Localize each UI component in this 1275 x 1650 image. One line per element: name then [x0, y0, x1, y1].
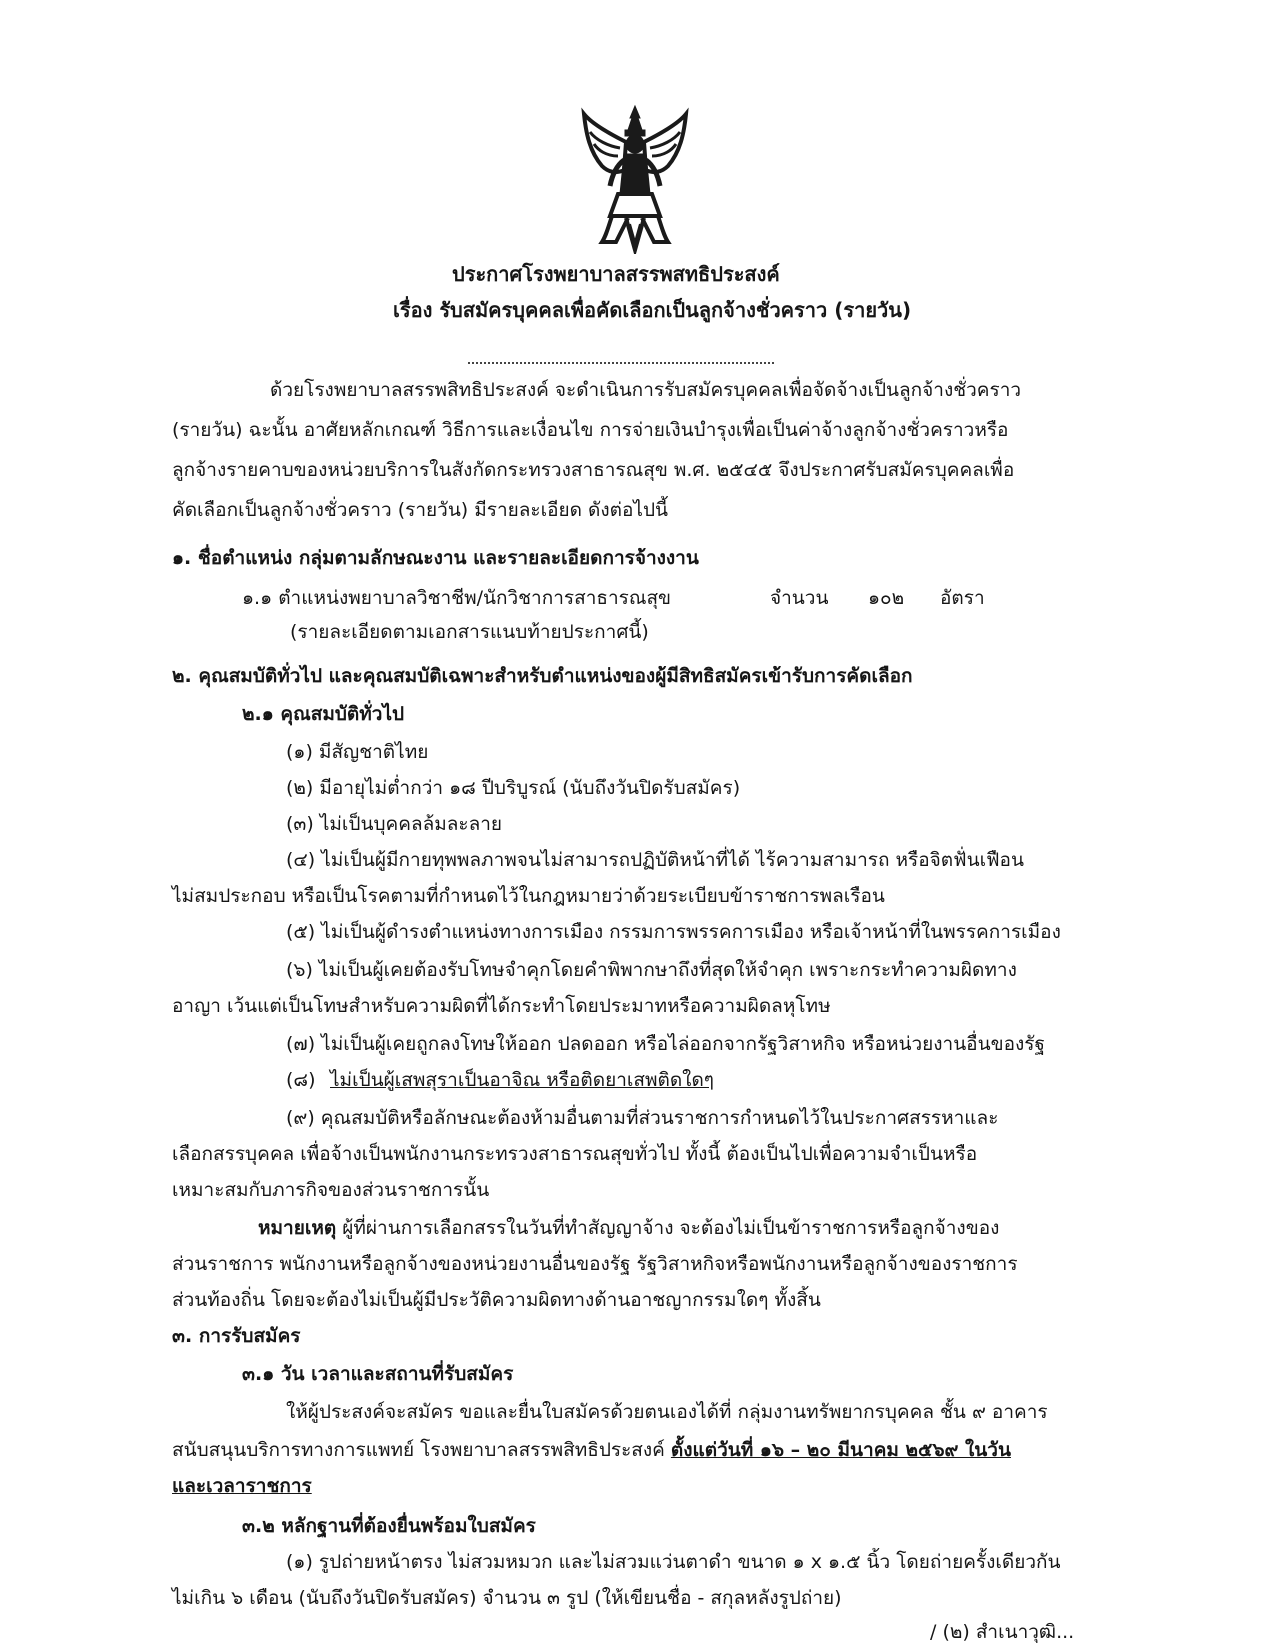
section-3-1-heading: ๓.๑ วัน เวลาและสถานที่รับสมัคร — [242, 1363, 514, 1385]
title-divider — [468, 362, 774, 364]
intro-line: ด้วยโรงพยาบาลสรรพสิทธิประสงค์ จะดำเนินการรับสมัครบุคคลเพื่อจัดจ้างเป็นลูกจ้างชั่วคราว — [270, 379, 1022, 401]
remark-line: ส่วนท้องถิ่น โดยจะต้องไม่เป็นผู้มีประวัติความผิดทางด้านอาชญากรรมใดๆ ทั้งสิ้น — [172, 1289, 821, 1311]
remark-text: ผู้ที่ผ่านการเลือกสรรในวันที่ทำสัญญาจ้าง จะต้องไม่เป็นข้าราชการหรือลูกจ้างของ — [336, 1217, 1000, 1239]
position-label: ๑.๑ ตำแหน่งพยาบาลวิชาชีพ/นักวิชาการสาธารณสุข — [242, 587, 672, 609]
qualification-item-number: (๘) — [286, 1069, 316, 1091]
position-note: (รายละเอียดตามเอกสารแนบท้ายประกาศนี้) — [290, 621, 649, 643]
qualification-item: (๕) ไม่เป็นผู้ดำรงตำแหน่งทางการเมือง กรรมการพรรคการเมือง หรือเจ้าหน้าที่ในพรรคการเมือง — [286, 921, 1061, 943]
qualification-item: (๑) มีสัญชาติไทย — [286, 741, 429, 763]
section-2-1-heading: ๒.๑ คุณสมบัติทั่วไป — [242, 703, 405, 725]
position-unit: อัตรา — [940, 587, 985, 609]
qualification-item: อาญา เว้นแต่เป็นโทษสำหรับความผิดที่ได้กระทำโดยประมาทหรือความผิดลหุโทษ — [172, 995, 831, 1017]
section-1-heading: ๑. ชื่อตำแหน่ง กลุ่มตามลักษณะงาน และรายละเอียดการจ้างงาน — [172, 547, 699, 569]
document-requirement: ไม่เกิน ๖ เดือน (นับถึงวันปิดรับสมัคร) จำนวน ๓ รูป (ให้เขียนชื่อ - สกุลหลังรูปถ่าย) — [172, 1587, 842, 1609]
application-place-line: ให้ผู้ประสงค์จะสมัคร ขอและยื่นใบสมัครด้วยตนเองได้ที่ กลุ่มงานทรัพยากรบุคคล ชั้น ๙ อาคาร — [286, 1401, 1048, 1423]
application-place-line — [172, 1436, 1011, 1464]
qualification-item: เลือกสรรบุคคล เพื่อจ้างเป็นพนักงานกระทรวงสาธารณสุขทั่วไป ทั้งนี้ ต้องเป็นไปเพื่อความจำเป็นหรือ — [172, 1143, 978, 1165]
qualification-item: (๙) คุณสมบัติหรือลักษณะต้องห้ามอื่นตามที่ส่วนราชการกำหนดไว้ในประกาศสรรหาและ — [286, 1107, 999, 1129]
application-hours: และเวลาราชการ — [172, 1475, 312, 1497]
page-continuation: / (๒) สำเนาวุฒิ... — [930, 1621, 1075, 1643]
section-3-heading: ๓. การรับสมัคร — [172, 1325, 301, 1347]
remark-line — [258, 1214, 999, 1242]
document-subject: เรื่อง รับสมัครบุคคลเพื่อคัดเลือกเป็นลูกจ้างชั่วคราว (รายวัน) — [393, 298, 912, 322]
qualification-item: (๖) ไม่เป็นผู้เคยต้องรับโทษจำคุกโดยคำพิพากษาถึงที่สุดให้จำคุก เพราะกระทำความผิดทาง — [286, 959, 1017, 981]
intro-line: ลูกจ้างรายคาบของหน่วยบริการในสังกัดกระทรวงสาธารณสุข พ.ศ. ๒๕๔๕ จึงประกาศรับสมัครบุคคลเพื่อ — [172, 459, 1015, 481]
qualification-item: (๒) มีอายุไม่ต่ำกว่า ๑๘ ปีบริบูรณ์ (นับถึงวันปิดรับสมัคร) — [286, 777, 741, 799]
intro-line: (รายวัน) ฉะนั้น อาศัยหลักเกณฑ์ วิธีการและเงื่อนไข การจ่ายเงินบำรุงเพื่อเป็นค่าจ้างลูกจ้างชั่วคราวหรือ — [172, 419, 1009, 441]
application-dates: ตั้งแต่วันที่ ๑๖ – ๒๐ มีนาคม ๒๕๖๙ ในวัน — [670, 1439, 1011, 1461]
document-title: ประกาศโรงพยาบาลสรรพสทธิประสงค์ — [452, 262, 780, 286]
position-count: ๑๐๒ — [868, 587, 905, 609]
qualification-item: เหมาะสมกับภารกิจของส่วนราชการนั้น — [172, 1179, 490, 1201]
document-requirement: (๑) รูปถ่ายหน้าตรง ไม่สวมหมวก และไม่สวมแว่นตาดำ ขนาด ๑ x ๑.๕ นิ้ว โดยถ่ายครั้งเดียวกัน — [286, 1551, 1061, 1573]
garuda-emblem-icon — [580, 104, 690, 254]
qualification-item: (๗) ไม่เป็นผู้เคยถูกลงโทษให้ออก ปลดออก หรือไล่ออกจากรัฐวิสาหกิจ หรือหน่วยงานอื่นของรัฐ — [286, 1033, 1045, 1055]
intro-line: คัดเลือกเป็นลูกจ้างชั่วคราว (รายวัน) มีรายละเอียด ดังต่อไปนี้ — [172, 499, 669, 521]
remark-label: หมายเหตุ — [258, 1217, 337, 1239]
remark-line: ส่วนราชการ พนักงานหรือลูกจ้างของหน่วยงานอื่นของรัฐ รัฐวิสาหกิจหรือพนักงานหรือลูกจ้างของราชการ — [172, 1253, 1018, 1275]
section-2-heading: ๒. คุณสมบัติทั่วไป และคุณสมบัติเฉพาะสำหรับตำแหน่งของผู้มีสิทธิสมัครเข้ารับการคัดเลือก — [172, 665, 913, 687]
application-place-text: สนับสนุนบริการทางการแพทย์ โรงพยาบาลสรรพสิทธิประสงค์ — [172, 1439, 671, 1461]
section-3-2-heading: ๓.๒ หลักฐานที่ต้องยื่นพร้อมใบสมัคร — [242, 1515, 536, 1537]
qualification-item: ไม่สมประกอบ หรือเป็นโรคตามที่กำหนดไว้ในกฎหมายว่าด้วยระเบียบข้าราชการพลเรือน — [172, 885, 885, 907]
qualification-item: (๔) ไม่เป็นผู้มีกายทุพพลภาพจนไม่สามารถปฏิบัติหน้าที่ได้ ไร้ความสามารถ หรือจิตฟั่นเฟือน — [286, 849, 1024, 871]
qualification-item-underlined: ไม่เป็นผู้เสพสุราเป็นอาจิณ หรือติดยาเสพติดใดๆ — [330, 1069, 714, 1091]
position-count-label: จำนวน — [770, 587, 829, 609]
qualification-item: (๓) ไม่เป็นบุคคลล้มละลาย — [286, 813, 503, 835]
